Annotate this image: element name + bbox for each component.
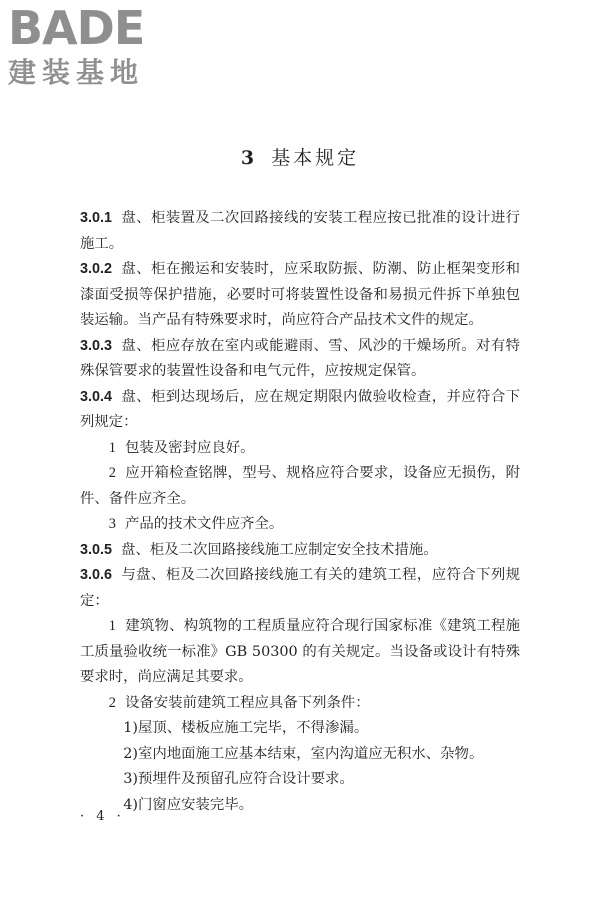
chapter-title: 基本规定 xyxy=(271,147,360,169)
clause-item xyxy=(80,614,520,691)
item-text: 产品的技术文件应齐全。 xyxy=(125,516,284,532)
item-text: 设备安装前建筑工程应具备下列条件： xyxy=(125,694,370,711)
item-text: 应开箱检查铭牌，型号、规格应符合要求，设备应无损伤，附件、备件应齐全。 xyxy=(80,465,520,507)
item-number: 2 xyxy=(108,465,116,481)
item-number: 1 xyxy=(108,439,116,456)
clause-3-0-3 xyxy=(80,334,520,385)
item-number: 1 xyxy=(108,618,116,634)
clause-number: 3.0.2 xyxy=(80,261,113,277)
chapter-number: 3 xyxy=(240,147,258,169)
document-body xyxy=(80,206,520,818)
logo-brand: BADE xyxy=(8,1,145,55)
clause-3-0-5 xyxy=(80,538,520,564)
item-text: 包装及密封应良好。 xyxy=(125,439,255,456)
clause-text: 盘、柜在搬运和安装时，应采取防振、防潮、防止框架变形和漆面受损等保护措施，必要时可将装置性设备和易损元件拆下单独包装运输。当产品有特殊要求时，尚应符合产品技术文件的规定。 xyxy=(80,261,520,328)
clause-item xyxy=(80,461,520,512)
clause-number: 3.0.3 xyxy=(80,337,113,354)
clause-3-0-1 xyxy=(80,206,520,257)
bade-logo xyxy=(8,1,178,96)
clause-item xyxy=(80,512,520,538)
clause-item xyxy=(80,436,520,462)
clause-item xyxy=(80,691,520,717)
item-number: 2 xyxy=(108,694,116,711)
clause-text: 与盘、柜及二次回路接线施工有关的建筑工程，应符合下列规定： xyxy=(80,567,520,609)
sub-item: 4)门窗应安装完毕。 xyxy=(123,796,254,813)
clause-3-0-4 xyxy=(80,385,520,436)
logo-subtitle: 建装基地 xyxy=(8,56,145,89)
item-number: 3 xyxy=(108,516,116,532)
clause-text: 盘、柜及二次回路接线施工应制定安全技术措施。 xyxy=(121,541,438,558)
chapter-heading xyxy=(0,143,600,170)
clause-number: 3.0.5 xyxy=(80,541,113,558)
page-number: · 4 · xyxy=(80,809,125,824)
sub-item: 2)室内地面施工应基本结束，室内沟道应无积水、杂物。 xyxy=(123,745,484,762)
clause-text: 盘、柜到达现场后，应在规定期限内做验收检查，并应符合下列规定： xyxy=(80,388,520,430)
sub-item: 3)预埋件及预留孔应符合设计要求。 xyxy=(123,771,354,787)
clause-text: 盘、柜装置及二次回路接线的安装工程应按已批准的设计进行施工。 xyxy=(80,210,520,252)
clause-number: 3.0.4 xyxy=(80,388,113,405)
clause-text: 盘、柜应存放在室内或能避雨、雪、风沙的干燥场所。对有特殊保管要求的装置性设备和电气元件，应按规定保管。 xyxy=(80,337,520,379)
clause-number: 3.0.6 xyxy=(80,567,113,583)
item-text: 建筑物、构筑物的工程质量应符合现行国家标准《建筑工程施工质量验收统一标准》GB 50300 的有关规定。当设备或设计有特殊要求时，尚应满足其要求。 xyxy=(80,618,520,685)
clause-number: 3.0.1 xyxy=(80,210,113,226)
clause-3-0-6 xyxy=(80,563,520,614)
clause-3-0-2 xyxy=(80,257,520,334)
sub-item: 1)屋顶、楼板应施工完毕，不得渗漏。 xyxy=(123,720,369,736)
